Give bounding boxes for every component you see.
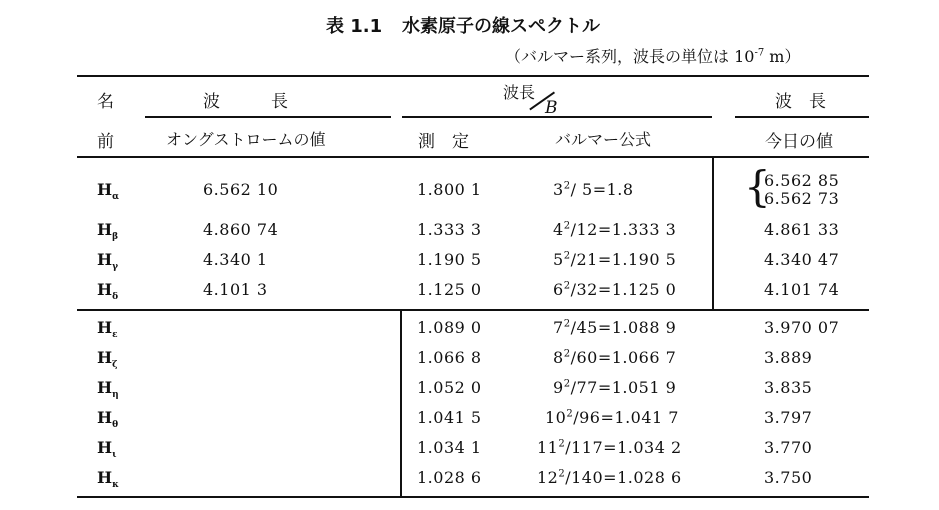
header-wavelength-top: 波 長 xyxy=(203,92,288,112)
row-formula: $4^2/12=1.333$ 3 xyxy=(553,220,677,239)
row-label-h-gamma: $H_\gamma$ xyxy=(97,250,119,273)
header-wavelength-bottom: オングストロームの値 xyxy=(166,130,326,149)
header-measured: 測 定 xyxy=(418,132,469,152)
table-title: 水素原子の線スペクトル xyxy=(402,16,600,37)
row-measured: 1.800 1 xyxy=(417,180,482,199)
table-note-prefix: （バルマー系列，波長の単位は 10 xyxy=(505,47,755,66)
row-angstrom: 4.101 3 xyxy=(203,280,268,299)
row-measured: 1.028 6 xyxy=(417,468,482,487)
group-separator-rule xyxy=(77,309,869,311)
row-angstrom: 4.340 1 xyxy=(203,250,268,269)
table-note xyxy=(505,44,800,67)
row-today: 3.770 xyxy=(764,438,813,457)
table-note-suffix: m） xyxy=(764,47,801,66)
header-name-bottom: 前 xyxy=(97,132,114,152)
row-label-h-zeta: $H_\zeta$ xyxy=(97,348,118,371)
header-ratio-denominator: B xyxy=(545,98,558,118)
row-formula: $10^2/96=1.041$ 7 xyxy=(545,408,679,427)
row-measured: 1.333 3 xyxy=(417,220,482,239)
row-measured: 1.066 8 xyxy=(417,348,482,367)
row-today-secondary: 6.562 73 xyxy=(764,189,840,208)
row-label-h-epsilon: $H_\varepsilon$ xyxy=(97,318,118,341)
header-ratio-numerator: 波長 xyxy=(503,83,536,102)
row-label-h-theta: $H_\theta$ xyxy=(97,408,119,431)
row-today: 3.797 xyxy=(764,408,813,427)
top-rule xyxy=(77,75,869,77)
table-number: 表 1.1 xyxy=(326,16,383,37)
row-label-h-alpha: $H_\alpha$ xyxy=(97,180,120,203)
row-angstrom: 4.860 74 xyxy=(203,220,279,239)
row-today: 4.340 47 xyxy=(764,250,840,269)
row-today: 4.101 74 xyxy=(764,280,840,299)
header-sub-rule-wl xyxy=(145,116,391,118)
row-today: 6.562 85 xyxy=(764,171,840,190)
measured-column-border-lower xyxy=(400,309,402,497)
row-formula: $3^2/$ 5=1.8 xyxy=(553,180,634,199)
bottom-rule xyxy=(77,496,869,498)
row-measured: 1.190 5 xyxy=(417,250,482,269)
header-today-top: 波 長 xyxy=(775,92,826,112)
formula-box-right xyxy=(712,156,714,310)
row-today: 3.750 xyxy=(764,468,813,487)
header-bottom-rule xyxy=(77,156,869,158)
row-formula: $9^2/77=1.051$ 9 xyxy=(553,378,677,397)
row-angstrom: 6.562 10 xyxy=(203,180,279,199)
row-label-h-kappa: $H_\kappa$ xyxy=(97,468,119,491)
row-measured: 1.089 0 xyxy=(417,318,482,337)
row-label-h-eta: $H_\eta$ xyxy=(97,378,119,401)
row-label-h-iota: $H_\iota$ xyxy=(97,438,117,461)
header-today-bottom: 今日の値 xyxy=(765,132,833,152)
header-name-top: 名 xyxy=(97,92,114,112)
row-measured: 1.125 0 xyxy=(417,280,482,299)
row-formula: $12^2/140=1.028$ 6 xyxy=(537,468,682,487)
row-today: 3.970 07 xyxy=(764,318,840,337)
header-formula: バルマー公式 xyxy=(555,130,652,149)
row-formula: $6^2/32=1.125$ 0 xyxy=(553,280,677,299)
row-today: 3.889 xyxy=(764,348,813,367)
row-today: 4.861 33 xyxy=(764,220,840,239)
row-formula: $7^2/45=1.088$ 9 xyxy=(553,318,677,337)
row-today: 3.835 xyxy=(764,378,813,397)
row-measured: 1.052 0 xyxy=(417,378,482,397)
row-formula: $11^2/117=1.034$ 2 xyxy=(537,438,682,457)
today-brace: { xyxy=(744,162,771,211)
row-measured: 1.041 5 xyxy=(417,408,482,427)
row-formula: $5^2/21=1.190$ 5 xyxy=(553,250,677,269)
row-label-h-delta: $H_\delta$ xyxy=(97,280,119,303)
header-sub-rule-today xyxy=(735,116,869,118)
table-note-exponent: -7 xyxy=(754,47,765,59)
row-formula: $8^2/60=1.066$ 7 xyxy=(553,348,677,367)
row-label-h-beta: $H_\beta$ xyxy=(97,220,119,243)
row-measured: 1.034 1 xyxy=(417,438,482,457)
